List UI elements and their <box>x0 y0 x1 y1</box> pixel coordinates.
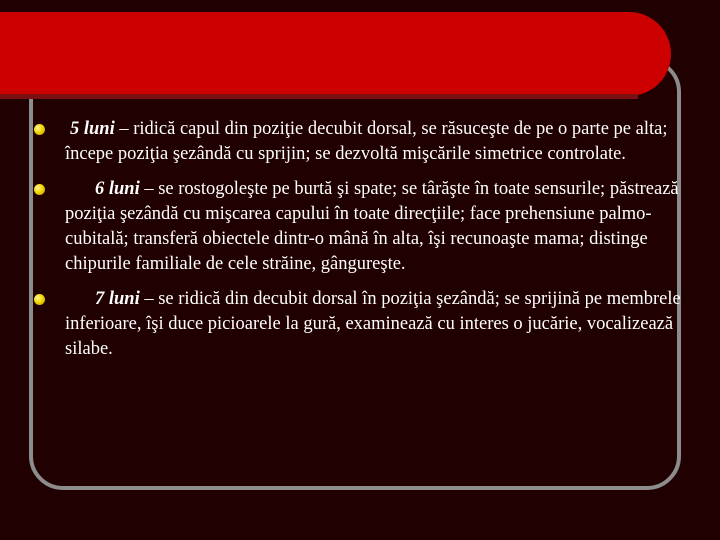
title-bar <box>0 12 671 96</box>
bullet-list <box>34 117 684 372</box>
bullet-icon <box>34 124 45 135</box>
title-underline <box>0 94 638 99</box>
milestone-text: – se rostogoleşte pe burtă şi spate; se târăşte în toate sensurile; păstrează poziţia şezândă cu mişcarea capului în toate direcţiile; face prehensiune palmo-cubitală; transferă obiectele dintr-o mână în alta, îşi recunoaşte mama; distinge chipurile familiale de cele străine, gângureşte. <box>65 179 679 274</box>
age-term: 7 luni <box>95 289 140 309</box>
bullet-icon <box>34 294 45 305</box>
milestone-text: – se ridică din decubit dorsal în poziţia şezândă; se sprijină pe membrele inferioare, îşi duce picioarele la gură, examinează cu interes o jucărie, vocalizează silabe. <box>65 289 681 359</box>
list-item-6-luni <box>34 177 684 277</box>
list-item-7-luni <box>34 287 684 362</box>
age-term: 6 luni <box>95 179 140 199</box>
age-term: 5 luni <box>70 119 115 139</box>
milestone-text: – ridică capul din poziţie decubit dorsal, se răsuceşte de pe o parte pe alta; începe poziţia şezândă cu sprijin; se dezvoltă mişcările simetrice controlate. <box>65 119 668 164</box>
bullet-icon <box>34 184 45 195</box>
list-item-5-luni <box>34 117 684 167</box>
